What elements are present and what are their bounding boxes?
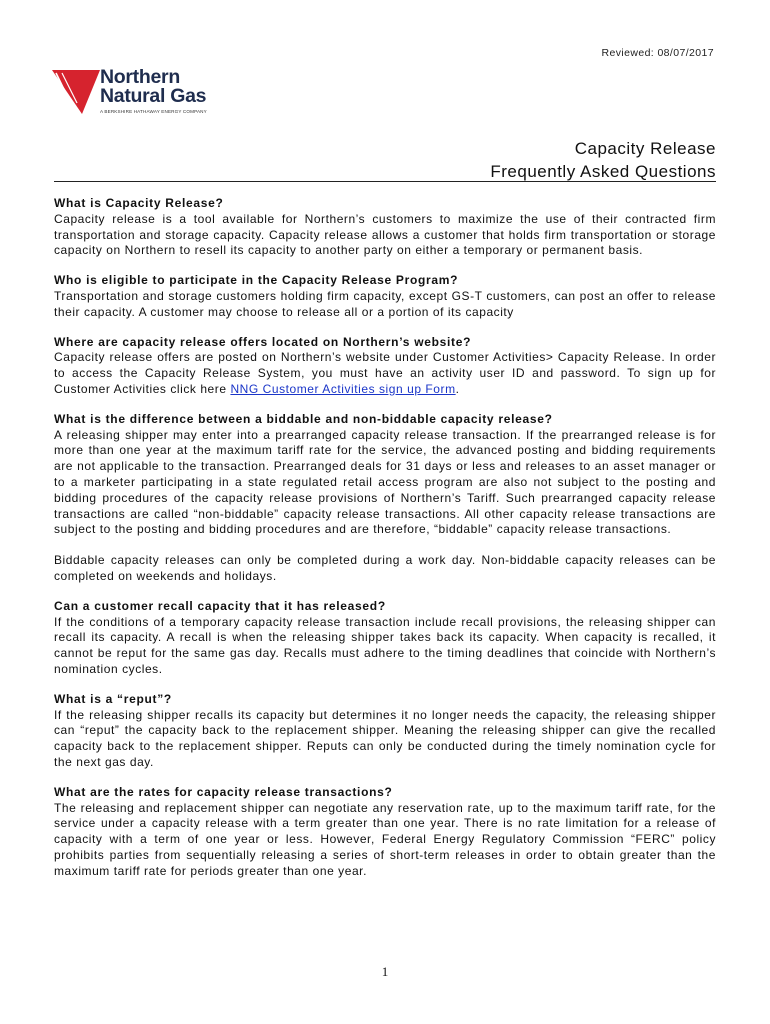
faq-item [54,599,716,678]
logo-name-line2: Natural Gas [100,85,207,107]
faq-answer-text: Capacity release offers are posted on Northern’s website under Customer Activities> Capacity Release. In order to access the Capacity Release System, you must have an activity user ID and password. To sign up for Customer Activities click here [54,350,716,396]
reviewed-date: Reviewed: 08/07/2017 [601,47,714,59]
faq-answer: Capacity release is a tool available for Northern’s customers to maximize the use of their contracted firm transportation and storage capacity. Capacity release allows a customer that holds firm transportation or storage capacity on Northern to resell its capacity to another party on either a temporary or permanent basis. [54,211,716,258]
faq-item [54,412,716,585]
logo-triangle-icon [52,70,102,120]
faq-list [54,196,716,893]
title-divider [54,181,716,182]
faq-question: Where are capacity release offers located on Northern’s website? [54,334,472,349]
faq-answer-paragraph-2: Biddable capacity releases can only be completed during a work day. Non-biddable capacity releases can be completed on weekends and holidays. [54,553,716,583]
faq-answer: A releasing shipper may enter into a prearranged capacity release transaction. If the prearranged release is for more than one year at the maximum tariff rate for the service, the advanced posting and bidding requirements are not applicable to the transaction. Prearranged deals for 31 days or less and releases to an asset manager or to a marketer participating in a state regulated retail access program are also not subject to the posting and bidding procedures of the capacity release provisions of Northern’s Tariff. Such prearranged capacity release transactions are called “non-biddable” capacity release transactions. All other capacity release transactions are subject to the posting and bidding procedures and are therefore, “biddable” capacity release transactions. [54,427,716,537]
faq-answer: If the releasing shipper recalls its capacity but determines it no longer needs the capacity, the releasing shipper can “reput” the capacity back to the replacement shipper. Meaning the releasing shipper can give the recalled capacity back to the replacement shipper. Reputs can only be conducted during the timely nomination cycle for the next gas day. [54,707,716,769]
faq-question: Who is eligible to participate in the Capacity Release Program? [54,273,459,288]
faq-question: What is Capacity Release? [54,196,224,210]
faq-answer: If the conditions of a temporary capacity release transaction include recall provisions, the releasing shipper can recall its capacity. A recall is when the releasing shipper takes back its capacity. When capacity is recalled, it cannot be reput for the same gas day. Recalls must adhere to the timing deadlines that coincide with Northern’s nomination cycles. [54,614,716,676]
faq-item [54,335,716,398]
page-number: 1 [381,964,389,979]
faq-answer: Transportation and storage customers holding firm capacity, except GS-T customers, can post an offer to release their capacity. A customer may choose to release all or a portion of its capacity [54,288,716,319]
faq-answer-end: . [455,381,460,396]
faq-question: What is a “reput”? [54,691,172,706]
faq-item [54,273,716,320]
faq-question: What are the rates for capacity release transactions? [54,784,393,799]
logo-name-line1: Northern [100,66,180,88]
faq-answer: The releasing and replacement shipper can negotiate any reservation rate, up to the maximum tariff rate, for the service under a capacity release with a term greater than one year. There is no rate limitation for a release of capacity with a term of one year or less. However, Federal Energy Regulatory Commission “FERC” policy prohibits parties from sequentially releasing a series of short-term releases in order to obtain greater than the maximum tariff rate for periods greater than one year. [54,800,716,878]
company-logo [52,66,252,124]
signup-form-link[interactable]: NNG Customer Activities sign up Form [230,381,456,396]
faq-answer [54,350,716,397]
document-title [490,137,716,183]
title-line-1: Capacity Release [574,139,716,158]
faq-item [54,785,716,880]
title-line-2: Frequently Asked Questions [490,162,716,181]
faq-question: What is the difference between a biddable and non-biddable capacity release? [54,411,553,426]
faq-question: Can a customer recall capacity that it has released? [54,598,386,613]
logo-tagline: A BERKSHIRE HATHAWAY ENERGY COMPANY [100,109,207,114]
faq-item [54,692,716,771]
faq-item [54,196,716,259]
